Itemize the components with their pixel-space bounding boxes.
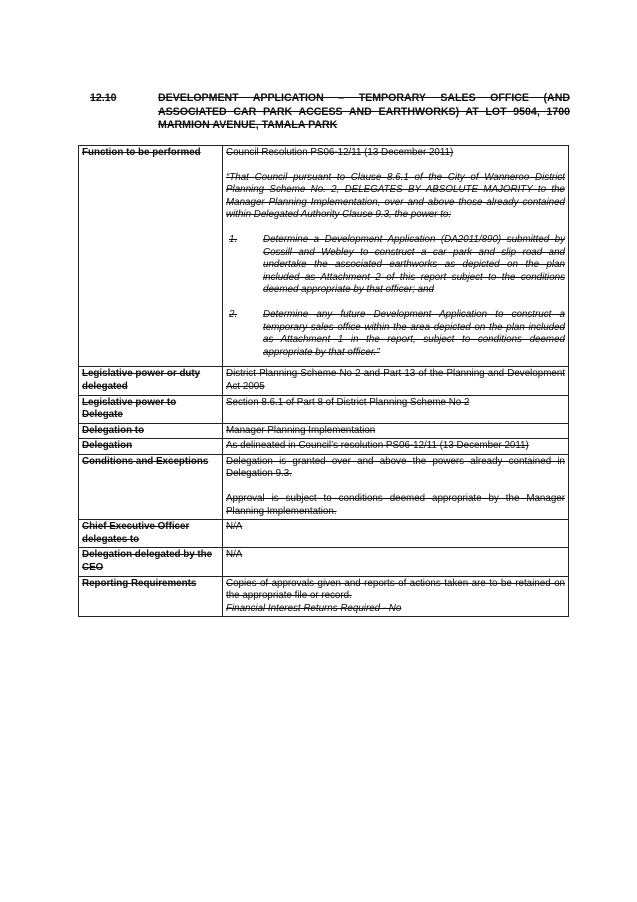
table-row: [79, 395, 569, 423]
table-row: [79, 454, 569, 519]
condition-text: Delegation is granted over and above the powers already contained in Delegation 9.3.: [226, 455, 565, 480]
financial-interest-text: Financial Interest Returns Required - No: [226, 602, 402, 614]
condition-text: Approval is subject to conditions deemed appropriate by the Manager Planning Implementation.: [226, 493, 565, 517]
row-label: Reporting Requirements: [79, 576, 223, 617]
table-row: [79, 548, 569, 576]
list-item: [226, 234, 565, 297]
row-label: Function to be performed: [79, 146, 223, 367]
table-row: [79, 520, 569, 548]
row-value: [223, 576, 569, 617]
table-row: [79, 146, 569, 367]
delegation-table: [78, 145, 569, 617]
row-value: Section 8.6.1 of Part 8 of District Planning Scheme No 2: [223, 395, 569, 423]
item-number: 12.10: [90, 92, 117, 104]
row-value: Manager Planning Implementation: [223, 423, 569, 439]
item-title: DEVELOPMENT APPLICATION – TEMPORARY SALES OFFICE (AND ASSOCIATED CAR PARK ACCESS AND EARTHWORKS) AT LOT 9504, 1700 MARMION AVENUE, TAMALA PARK: [158, 92, 570, 131]
council-resolution: Council Resolution PS06-12/11 (13 December 2011): [226, 147, 454, 158]
table-row: [79, 439, 569, 455]
list-item: [226, 309, 565, 359]
row-value: As delineated in Council’s resolution PS06-12/11 (13 December 2011): [223, 439, 569, 455]
resolution-quote: “That Council pursuant to Clause 8.6.1 of the City of Wanneroo District Planning Scheme No. 2, DELEGATES BY ABSOLUTE MAJORITY to the Manager Planning Implementation, over and above those already contained within Delegated Authority Clause 9.3, the power to:: [226, 171, 565, 221]
row-label: Chief Executive Officer delegates to: [79, 520, 223, 548]
row-value: District Planning Scheme No 2 and Part 13 of the Planning and Development Act 2005: [223, 367, 569, 395]
power-list: [226, 234, 565, 359]
row-label: Legislative power to Delegate: [79, 395, 223, 423]
row-value: [223, 454, 569, 519]
reporting-text: Copies of approvals given and reports of actions taken are to be retained on the appropriate file or record.: [226, 577, 565, 602]
list-number: 1.: [229, 233, 238, 245]
list-number: 2.: [229, 308, 238, 320]
table-row: [79, 367, 569, 395]
table-row: [79, 576, 569, 617]
list-text: Determine any future Development Application to construct a temporary sales office within the area depicted on the plan included as Attachment 1 in the report, subject to conditions deemed appropriate by that officer.”: [263, 308, 565, 358]
row-label: Conditions and Exceptions: [79, 454, 223, 519]
row-value: N/A: [223, 548, 569, 576]
row-label: Delegation delegated by the CEO: [79, 548, 223, 576]
row-value: [223, 146, 569, 367]
row-value: N/A: [223, 520, 569, 548]
row-label: Delegation: [79, 439, 223, 455]
row-label: Delegation to: [79, 423, 223, 439]
row-label: Legislative power or duty delegated: [79, 367, 223, 395]
list-text: Determine a Development Application (DA2011/890) submitted by Cossill and Webley to construct a car park and slip road and undertake the associated earthworks as depicted on the plan included as Attachment 2 of this report subject to the conditions deemed appropriate by that officer; and: [263, 233, 565, 296]
table-row: [79, 423, 569, 439]
